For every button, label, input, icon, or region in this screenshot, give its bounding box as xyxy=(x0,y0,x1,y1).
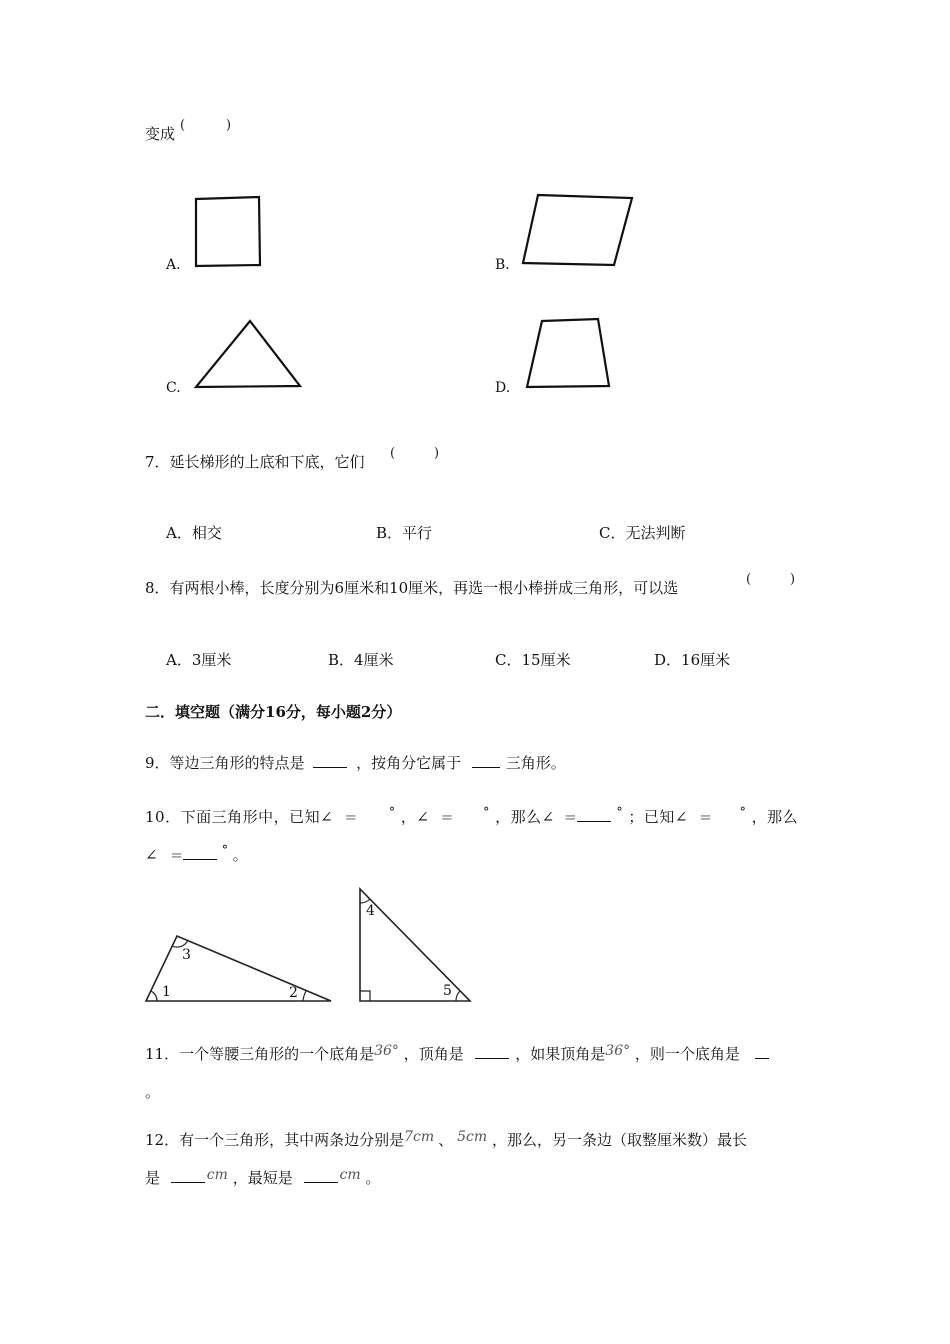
q11-part1: 11．一个等腰三角形的一个底角是 xyxy=(145,1045,375,1063)
q9-part1: 9．等边三角形的特点是 xyxy=(145,754,305,772)
q6-paren-open: ( xyxy=(180,118,186,133)
q12-math2: 5cm xyxy=(457,1129,488,1145)
q10-deg4: ° xyxy=(739,804,747,819)
q11-part4: ，则一个底角是 xyxy=(634,1045,740,1063)
q10-deg1: ° xyxy=(388,804,396,819)
q10-eq4: = xyxy=(699,808,713,826)
right-angle-mark xyxy=(360,991,370,1001)
q9-part2: ，按角分它属于 xyxy=(356,754,462,772)
q10-line1-c: ；已知∠ xyxy=(628,808,688,826)
q12-unit1: cm xyxy=(206,1167,228,1183)
q11-math2: 36° xyxy=(605,1043,631,1059)
q12-part1: 12．有一个三角形，其中两条边分别是 xyxy=(145,1131,405,1149)
q11-line2 xyxy=(145,1081,160,1102)
q12-line1 xyxy=(145,1129,747,1150)
q12-part2: ，那么，另一条边（取整厘米数）最长 xyxy=(491,1131,747,1149)
angle-label-1: 1 xyxy=(162,984,171,1000)
angle-5-arc xyxy=(456,991,460,1001)
q7-paren-open: ( xyxy=(390,446,396,461)
q7-option-a[interactable]: A．相交 xyxy=(166,524,222,542)
q11-line1 xyxy=(145,1043,769,1064)
q10-eq3: = xyxy=(563,808,578,826)
q6-option-c-label[interactable]: C. xyxy=(166,380,181,396)
q7-paren-close: ) xyxy=(434,446,440,461)
q7-option-b[interactable]: B．平行 xyxy=(376,524,433,542)
q12-part4: ，最短是 xyxy=(232,1169,293,1187)
q12-part5: 。 xyxy=(365,1169,381,1187)
q11-part5: 。 xyxy=(145,1083,161,1101)
q10-line1-a: 10．下面三角形中，已知∠ xyxy=(145,808,334,826)
q11-part2: ，顶角是 xyxy=(403,1045,464,1063)
q11-part3: ，如果顶角是 xyxy=(515,1045,606,1063)
q8-option-d[interactable]: D．16厘米 xyxy=(654,651,731,669)
q10-line2-b: 。 xyxy=(232,846,248,864)
q10-line1-b: ，那么∠ xyxy=(495,808,555,826)
q10-line1-d: ，那么 xyxy=(751,808,799,826)
q12-line2 xyxy=(145,1167,380,1188)
q12-math1: 7cm xyxy=(404,1129,435,1145)
q11-blank-apex[interactable] xyxy=(475,1044,509,1059)
q12-part3: 是 xyxy=(145,1169,161,1187)
angle-label-2: 2 xyxy=(289,985,298,1001)
q12-unit2: cm xyxy=(339,1167,361,1183)
q10-eq2: = xyxy=(440,808,454,826)
q6-paren-close: ) xyxy=(226,118,232,133)
angle-label-4: 4 xyxy=(366,903,375,919)
q8-text: 8．有两根小棒，长度分别为6厘米和10厘米，再选一根小棒拼成三角形，可以选 xyxy=(145,579,679,597)
angle-1-arc xyxy=(151,991,157,1001)
q8-option-c[interactable]: C．15厘米 xyxy=(495,651,571,669)
section-2-heading: 二．填空题（满分16分，每小题2分） xyxy=(145,703,402,721)
q11-math1: 36° xyxy=(374,1043,399,1059)
q6-option-d-label[interactable]: D. xyxy=(495,380,511,396)
q8-option-b[interactable]: B．4厘米 xyxy=(328,651,394,669)
q12-sep: 、 xyxy=(438,1131,454,1149)
angle-label-3: 3 xyxy=(182,947,191,963)
q12-blank-longest[interactable] xyxy=(171,1168,205,1183)
q6-option-b-label[interactable]: B. xyxy=(495,257,510,273)
q6-option-a-label[interactable]: A. xyxy=(166,257,181,273)
q10-comma1: ，∠ xyxy=(400,808,430,826)
q10-triangle-left xyxy=(146,936,331,1001)
q8-option-a[interactable]: A．3厘米 xyxy=(166,651,232,669)
angle-label-5: 5 xyxy=(443,983,452,999)
q8-paren-close: ) xyxy=(790,572,796,587)
q10-deg2: ° xyxy=(483,804,490,819)
q10-triangle-right xyxy=(360,889,470,1001)
q6-tail-text: 变成 xyxy=(145,125,176,143)
q8-paren-open: ( xyxy=(746,572,752,587)
q10-line2-a: ∠ xyxy=(145,846,158,864)
angle-2-arc xyxy=(303,991,306,1001)
q7-option-c[interactable]: C．无法判断 xyxy=(599,524,686,542)
q11-blank-base-angle[interactable] xyxy=(755,1044,769,1059)
q10-eq5: = xyxy=(170,846,183,864)
q9-part3: 三角形。 xyxy=(505,754,566,772)
q12-blank-shortest[interactable] xyxy=(304,1168,338,1183)
q10-deg5: ° xyxy=(221,842,228,857)
q7-text: 7．延长梯形的上底和下底，它们 xyxy=(145,453,365,471)
q10-eq1: = xyxy=(344,808,358,826)
q10-deg3: ° xyxy=(616,804,624,819)
